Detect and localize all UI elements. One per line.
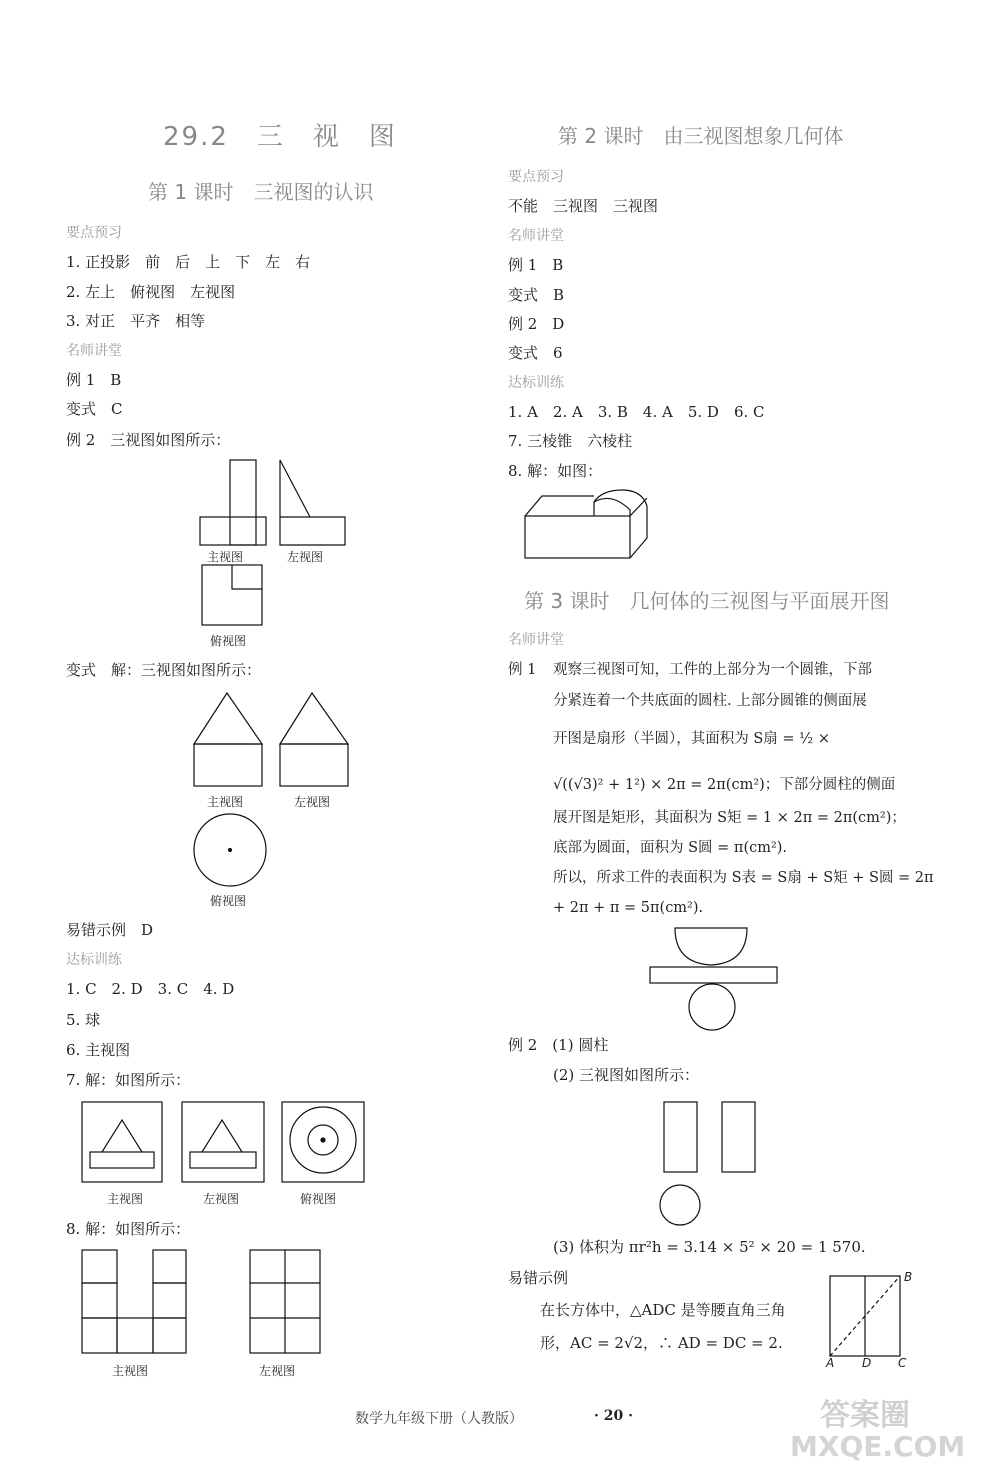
answer-line: 易错示例 D bbox=[66, 921, 154, 939]
answer-line: 例 2 D bbox=[508, 315, 565, 333]
caption-front-view: 主视图 bbox=[112, 1364, 149, 1378]
mistake-heading: 易错示例 bbox=[508, 1269, 569, 1287]
answer-line: 变式 C bbox=[66, 400, 123, 418]
lesson3-title: 第 3 课时 几何体的三视图与平面展开图 bbox=[524, 589, 890, 613]
answer-line: 7. 解：如图所示： bbox=[66, 1071, 191, 1089]
answer-line: 例 2 三视图如图所示： bbox=[66, 431, 231, 449]
answer-line: 2. 左上 俯视图 左视图 bbox=[66, 283, 236, 301]
footer-text: 数学九年级下册（人教版） bbox=[355, 1411, 523, 1427]
answer-line: 不能 三视图 三视图 bbox=[508, 197, 659, 215]
caption-front-view: 主视图 bbox=[207, 795, 244, 809]
train-heading: 达标训练 bbox=[508, 375, 564, 391]
label-a: A bbox=[826, 1356, 835, 1370]
caption-left-view: 左视图 bbox=[203, 1192, 240, 1206]
caption-left-view: 左视图 bbox=[287, 550, 324, 564]
answer-line: (2) 三视图如图所示： bbox=[553, 1066, 700, 1084]
answer-line: 1. A 2. A 3. B 4. A 5. D 6. C bbox=[508, 403, 765, 421]
answer-line: 例 1 B bbox=[66, 371, 122, 389]
caption-top-view: 俯视图 bbox=[300, 1192, 337, 1206]
t7-figure bbox=[80, 1100, 370, 1185]
answer-line: 例 1 B bbox=[508, 256, 564, 274]
page-number: · 20 · bbox=[594, 1408, 633, 1424]
answer-line: 变式 6 bbox=[508, 344, 563, 362]
caption-top-view: 俯视图 bbox=[210, 634, 247, 648]
caption-front-view: 主视图 bbox=[207, 550, 244, 564]
solution-line: + 2π + π = 5π(cm²). bbox=[553, 900, 704, 916]
answer-line: 3. 对正 平齐 相等 bbox=[66, 312, 206, 330]
watermark-logo: 答案圈 bbox=[820, 1398, 910, 1433]
solution-line: 所以，所求工件的表面积为 S表 = S扇 + S矩 + S圆 = 2π bbox=[553, 870, 934, 886]
train-heading: 达标训练 bbox=[66, 952, 122, 968]
answer-line: 在长方体中，△ADC 是等腰直角三角 bbox=[540, 1301, 786, 1319]
lesson1-title: 第 1 课时 三视图的认识 bbox=[148, 180, 374, 204]
solution-line: 底部为圆面，面积为 S圆 = π(cm²). bbox=[553, 840, 788, 856]
var2-figure bbox=[190, 688, 360, 888]
r8-solid-figure bbox=[522, 488, 662, 563]
example-label: 例 1 bbox=[508, 662, 537, 678]
label-d: D bbox=[862, 1356, 872, 1370]
solution-line: √((√3)² + 1²) × 2π = 2π(cm²)；下部分圆柱的侧面 bbox=[553, 777, 896, 793]
teacher-heading: 名师讲堂 bbox=[66, 343, 122, 359]
preview-heading: 要点预习 bbox=[508, 169, 564, 185]
solution-line: 分紧连着一个共底面的圆柱. 上部分圆锥的侧面展 bbox=[553, 693, 867, 709]
watermark-url: MXQE.COM bbox=[790, 1430, 966, 1463]
answer-line: 变式 解：三视图如图所示： bbox=[66, 661, 262, 679]
solution-line: 展开图是矩形，其面积为 S矩 = 1 × 2π = 2π(cm²)； bbox=[553, 810, 906, 826]
answer-line: 8. 解：如图： bbox=[508, 462, 603, 480]
preview-heading: 要点预习 bbox=[66, 225, 122, 241]
answer-line: 6. 主视图 bbox=[66, 1041, 131, 1059]
cuboid-diagram bbox=[828, 1272, 903, 1362]
answer-line: 1. C 2. D 3. C 4. D bbox=[66, 980, 235, 998]
solution-line: 开图是扇形（半圆），其面积为 S扇 = ½ × bbox=[553, 731, 830, 747]
label-b: B bbox=[904, 1270, 913, 1284]
answer-line: 1. 正投影 前 后 上 下 左 右 bbox=[66, 253, 311, 271]
answer-line: 5. 球 bbox=[66, 1011, 101, 1029]
teacher-heading: 名师讲堂 bbox=[508, 228, 564, 244]
section-title: 29.2 三 视 图 bbox=[163, 122, 397, 152]
answer-line: (3) 体积为 πr²h = 3.14 × 5² × 20 = 1 570. bbox=[553, 1238, 866, 1256]
t8-figure bbox=[80, 1248, 330, 1358]
caption-left-view: 左视图 bbox=[294, 795, 331, 809]
caption-left-view: 左视图 bbox=[259, 1364, 296, 1378]
answer-line: 形，AC = 2√2，∴ AD = DC = 2. bbox=[540, 1334, 783, 1352]
answer-line: 7. 三棱锥 六棱柱 bbox=[508, 432, 633, 450]
caption-top-view: 俯视图 bbox=[210, 894, 247, 908]
answer-line: 8. 解：如图所示： bbox=[66, 1220, 191, 1238]
teacher-heading: 名师讲堂 bbox=[508, 632, 564, 648]
lesson2-title: 第 2 课时 由三视图想象几何体 bbox=[558, 124, 844, 148]
answer-line: 变式 B bbox=[508, 286, 565, 304]
caption-front-view: 主视图 bbox=[107, 1192, 144, 1206]
label-c: C bbox=[898, 1356, 907, 1370]
e1-figure bbox=[645, 925, 780, 1035]
answer-line: 例 2 (1) 圆柱 bbox=[508, 1036, 609, 1054]
solution-line: 观察三视图可知，工件的上部分为一个圆锥，下部 bbox=[553, 662, 872, 678]
e2-figure bbox=[660, 1098, 760, 1228]
